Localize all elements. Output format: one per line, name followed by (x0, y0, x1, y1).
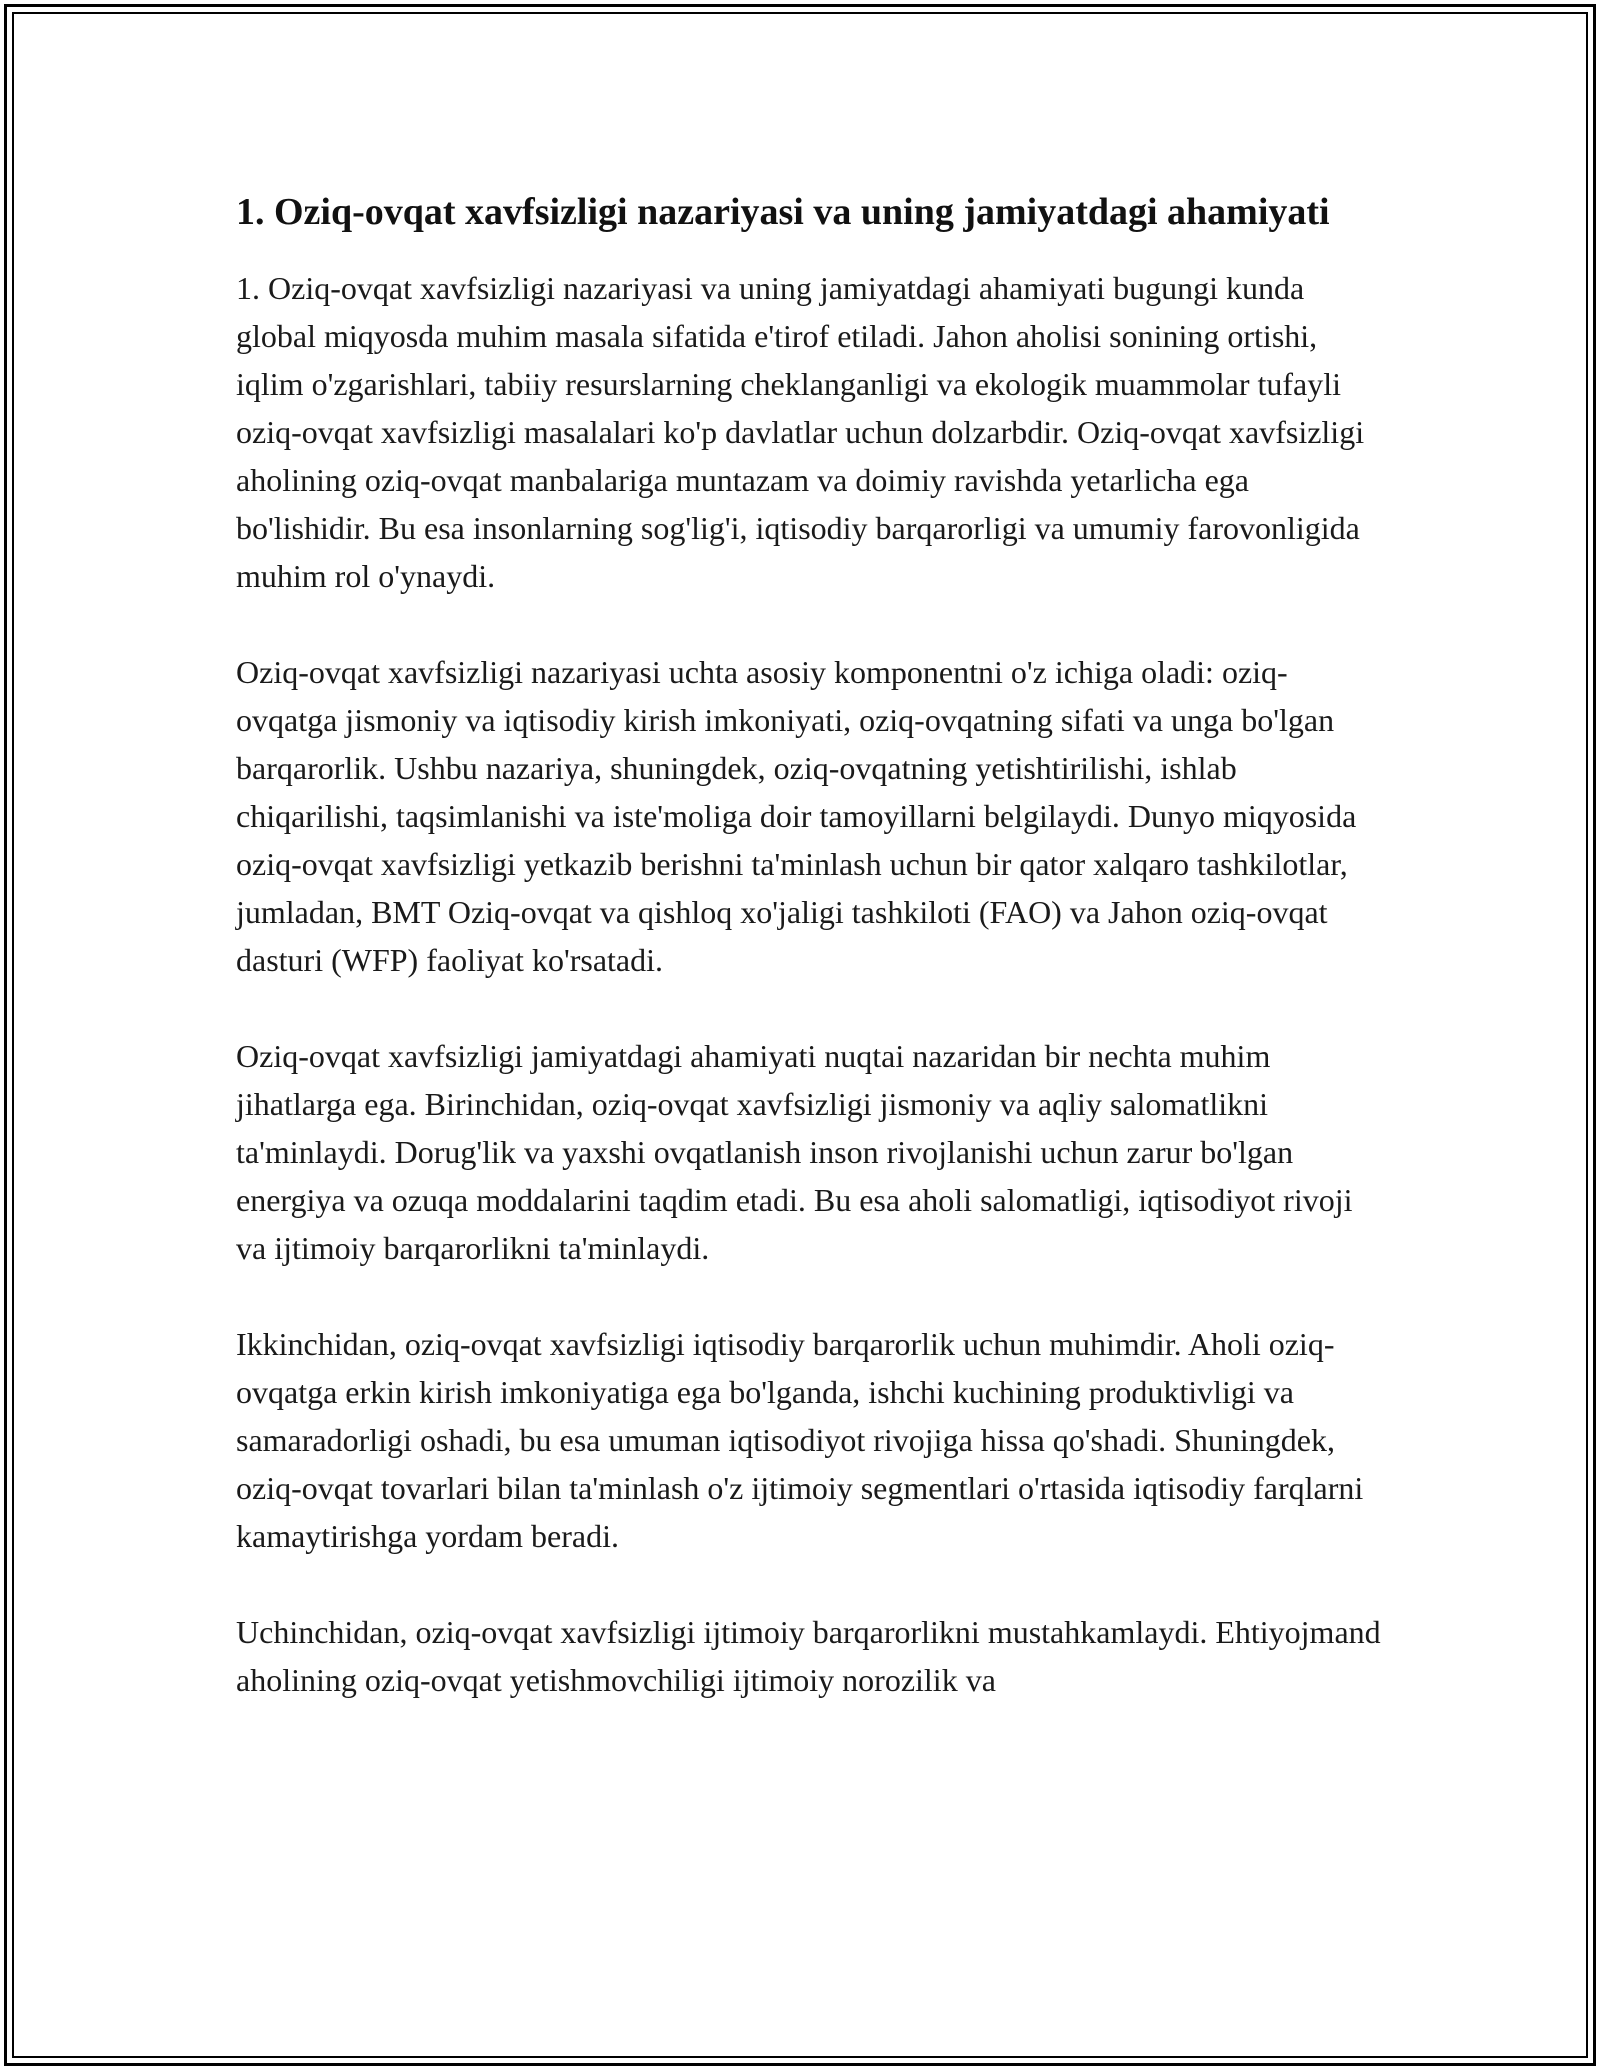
document-body (236, 184, 1386, 1752)
paragraph-components: Oziq-ovqat xavfsizligi nazariyasi uchta asosiy komponentni o'z ichiga oladi: oziq-ovqatga jismoniy va iqtisodiy kirish imkoniyati, oziq-ovqatning sifati va unga bo'lgan barqarorlik. Ushbu nazariya, shuningdek, oziq-ovqatning yetishtirilishi, ishlab chiqarilishi, taqsimlanishi va iste'moliga doir tamoyillarni belgilaydi. Dunyo miqyosida oziq-ovqat xavfsizligi yetkazib berishni ta'minlash uchun bir qator xalqaro tashkilotlar, jumladan, BMT Oziq-ovqat va qishloq xo'jaligi tashkiloti (FAO) va Jahon oziq-ovqat dasturi (WFP) faoliyat ko'rsatadi. (236, 654, 1357, 978)
paragraph-intro: 1. Oziq-ovqat xavfsizligi nazariyasi va uning jamiyatdagi ahamiyati bugungi kunda global miqyosda muhim masala sifatida e'tirof etiladi. Jahon aholisi sonining ortishi, iqlim o'zgarishlari, tabiiy resurslarning cheklanganligi va ekologik muammolar tufayli oziq-ovqat xavfsizligi masalalari ko'p davlatlar uchun dolzarbdir. Oziq-ovqat xavfsizligi aholining oziq-ovqat manbalariga muntazam va doimiy ravishda yetarlicha ega bo'lishidir. Bu esa insonlarning sog'lig'i, iqtisodiy barqarorligi va umumiy farovonligida muhim rol o'ynaydi. (236, 270, 1365, 594)
paragraph-first-point: Oziq-ovqat xavfsizligi jamiyatdagi ahamiyati nuqtai nazaridan bir nechta muhim jihatlarga ega. Birinchidan, oziq-ovqat xavfsizligi jismoniy va aqliy salomatlikni ta'minlaydi. Dorug'lik va yaxshi ovqatlanish inson rivojlanishi uchun zarur bo'lgan energiya va ozuqa moddalarini taqdim etadi. Bu esa aholi salomatligi, iqtisodiyot rivoji va ijtimoiy barqarorlikni ta'minlaydi. (236, 1038, 1353, 1266)
document-heading: 1. Oziq-ovqat xavfsizligi nazariyasi va uning jamiyatdagi ahamiyati (236, 191, 1330, 233)
paragraph-second-point: Ikkinchidan, oziq-ovqat xavfsizligi iqtisodiy barqarorlik uchun muhimdir. Aholi oziq-ovqatga erkin kirish imkoniyatiga ega bo'lganda, ishchi kuchining produktivligi va samaradorligi oshadi, bu esa umuman iqtisodiyot rivojiga hissa qo'shadi. Shuningdek, oziq-ovqat tovarlari bilan ta'minlash o'z ijtimoiy segmentlari o'rtasida iqtisodiy farqlarni kamaytirishga yordam beradi. (236, 1326, 1364, 1554)
paragraph-third-point: Uchinchidan, oziq-ovqat xavfsizligi ijtimoiy barqarorlikni mustahkamlaydi. Ehtiyojmand aholining oziq-ovqat yetishmovchiligi ijtimoiy norozilik va (236, 1614, 1381, 1698)
